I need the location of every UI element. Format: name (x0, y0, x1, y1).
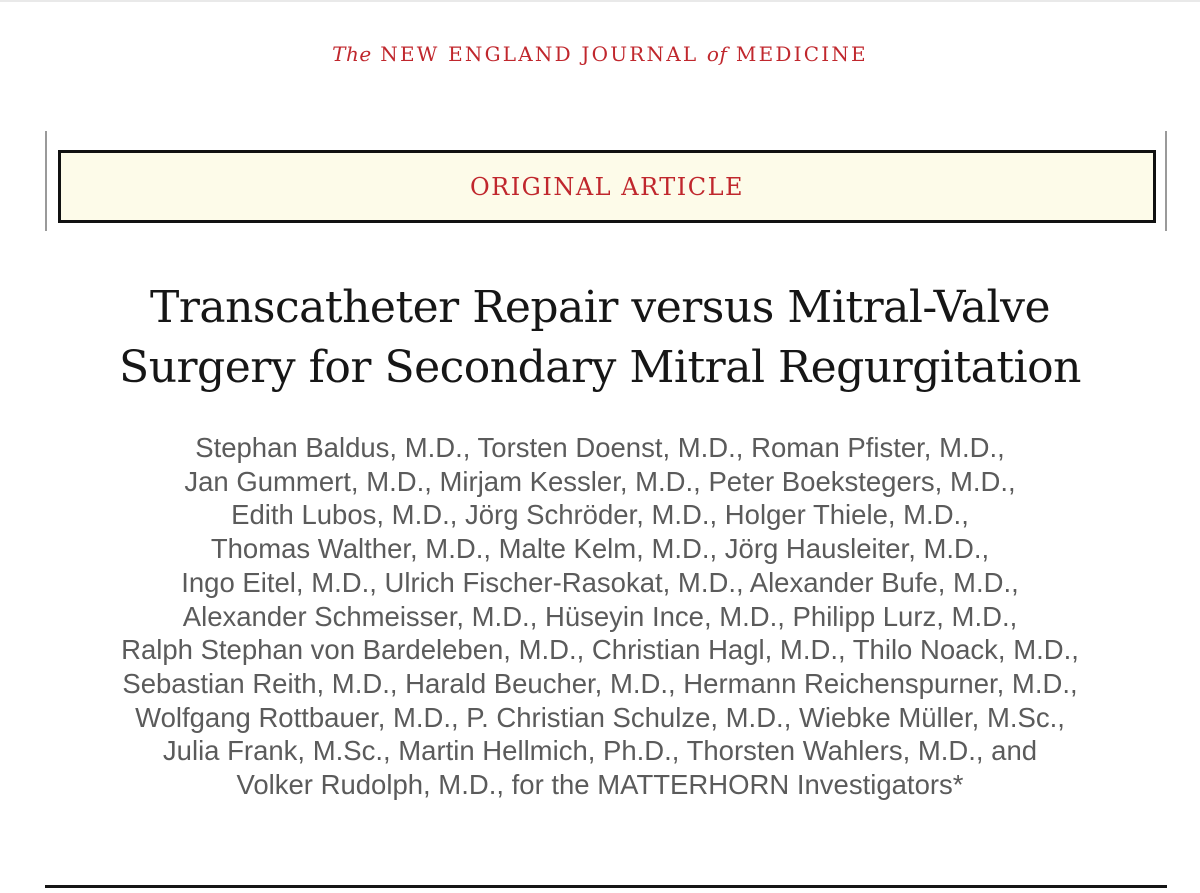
article-type-label: ORIGINAL ARTICLE (469, 172, 745, 201)
author-line: Thomas Walther, M.D., Malte Kelm, M.D., Jörg Hausleiter, M.D., (210, 533, 990, 565)
author-line: Ralph Stephan von Bardeleben, M.D., Christian Hagl, M.D., Thilo Noack, M.D., (121, 634, 1079, 666)
author-line: Alexander Schmeisser, M.D., Hüseyin Ince, M.D., Philipp Lurz, M.D., (182, 600, 1018, 632)
author-line: Wolfgang Rottbauer, M.D., P. Christian Schulze, M.D., Wiebke Müller, M.Sc., (135, 701, 1065, 733)
author-line: Jan Gummert, M.D., Mirjam Kessler, M.D., Peter Boekstegers, M.D., (184, 465, 1016, 497)
article-title-line: Surgery for Secondary Mitral Regurgitation (119, 342, 1081, 393)
masthead-part2: MEDICINE (735, 42, 868, 66)
author-line: Edith Lubos, M.D., Jörg Schröder, M.D., Holger Thiele, M.D., (231, 499, 969, 531)
author-line: Julia Frank, M.Sc., Martin Hellmich, Ph.D., Thorsten Wahlers, M.D., and (162, 735, 1038, 767)
bottom-divider (45, 885, 1167, 888)
top-divider (0, 0, 1200, 2)
author-line: Ingo Eitel, M.D., Ulrich Fischer-Rasokat, M.D., Alexander Bufe, M.D., (181, 566, 1019, 598)
journal-masthead (0, 38, 1200, 70)
banner-right-rule (1165, 131, 1167, 231)
masthead-part1: NEW ENGLAND JOURNAL (380, 42, 699, 66)
masthead-of: of (706, 42, 728, 66)
author-line: Stephan Baldus, M.D., Torsten Doenst, M.D., Roman Pfister, M.D., (195, 432, 1005, 463)
article-title (0, 278, 1200, 398)
author-list (0, 431, 1200, 802)
banner-left-rule (45, 131, 47, 231)
author-line: Volker Rudolph, M.D., for the MATTERHORN Investigators* (236, 769, 964, 801)
article-title-line: Transcatheter Repair versus Mitral-Valve (149, 282, 1051, 333)
author-line: Sebastian Reith, M.D., Harald Beucher, M.D., Hermann Reichenspurner, M.D., (122, 667, 1078, 699)
masthead-the: The (332, 42, 372, 66)
article-type-banner (58, 150, 1156, 223)
